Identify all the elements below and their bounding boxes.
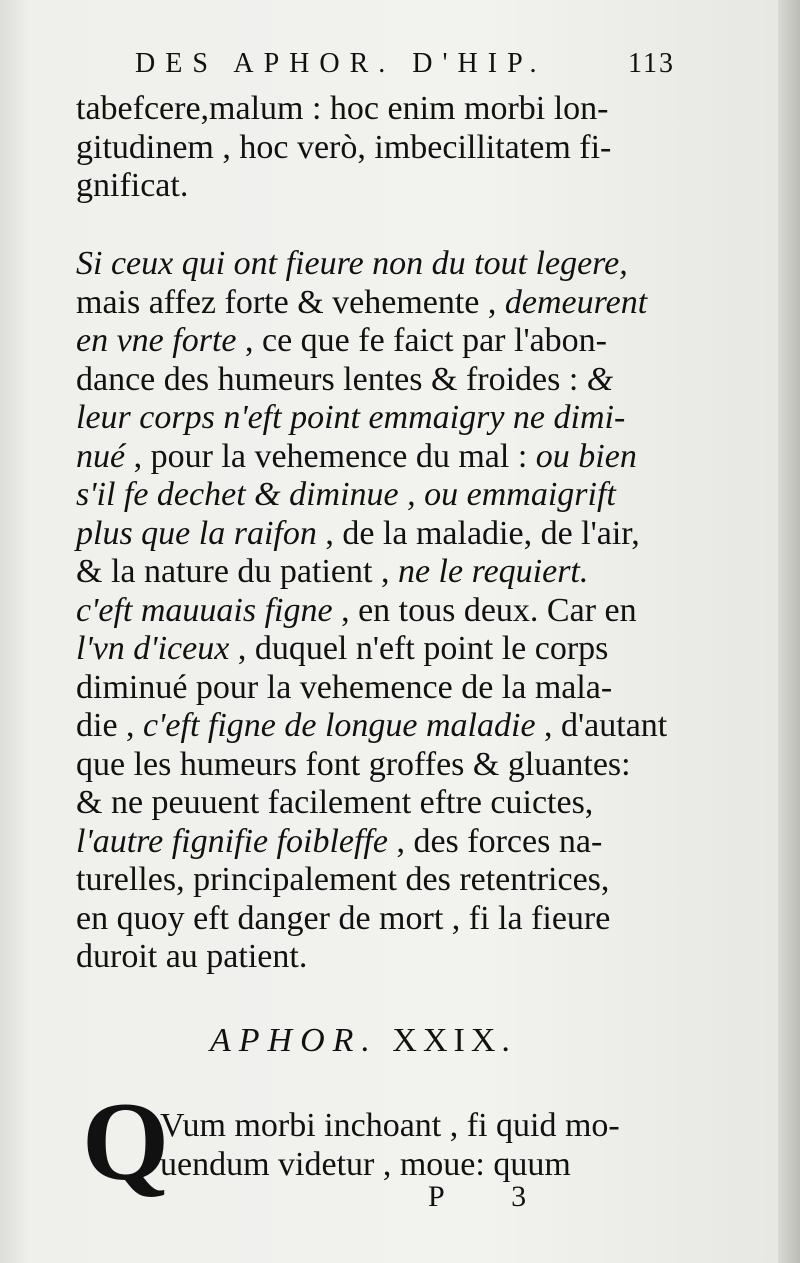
text-line: gnificat. xyxy=(76,167,189,204)
text-line xyxy=(76,361,666,400)
italic-run: ou bien xyxy=(535,437,637,475)
text-line xyxy=(76,399,666,438)
italic-run: leur corps n'eft point emmaigry ne dimi- xyxy=(76,399,626,436)
text-line xyxy=(76,476,666,515)
text-line xyxy=(76,707,666,746)
italic-run: nué xyxy=(76,437,126,475)
text-line xyxy=(76,784,666,823)
roman-run: , duquel n'eft point le corps xyxy=(229,630,609,667)
roman-run: duroit au patient. xyxy=(76,938,308,975)
text-line xyxy=(76,245,666,284)
text-line xyxy=(76,746,666,785)
italic-run: & xyxy=(586,360,614,398)
text-line: uendum videtur , moue: quum xyxy=(160,1145,571,1183)
text-line xyxy=(76,630,666,669)
italic-run: c'eft mauuais figne xyxy=(76,591,333,629)
signature-mark: P 3 xyxy=(428,1180,557,1213)
text-line xyxy=(76,861,666,900)
roman-run: , en tous deux. Car en xyxy=(332,591,637,629)
italic-run: l'vn d'iceux xyxy=(76,630,230,667)
text-line xyxy=(76,284,666,323)
roman-run: que les humeurs font groffes & gluantes: xyxy=(76,745,631,783)
italic-run: Si ceux qui ont fieure non du tout legere, xyxy=(76,245,628,282)
italic-run: ne le requiert. xyxy=(397,553,589,590)
text-line xyxy=(76,553,666,592)
aphorism-numeral: XXIX. xyxy=(392,1022,516,1059)
text-line xyxy=(76,515,666,554)
aphorism-label: APHOR. xyxy=(210,1022,378,1059)
roman-run: dance des humeurs lentes & froides : xyxy=(76,360,587,398)
italic-run: demeurent xyxy=(504,283,648,321)
text-line: gitudinem , hoc verò, imbecillitatem fi- xyxy=(76,128,612,166)
page-gutter xyxy=(778,0,800,1263)
roman-run: mais affez forte & vehemente , xyxy=(76,283,505,321)
running-title: DES APHOR. D'HIP. xyxy=(135,48,547,79)
roman-run: en quoy eft danger de mort , fi la fieure xyxy=(76,899,611,937)
roman-run: , d'autant xyxy=(535,707,668,744)
text-line xyxy=(76,823,666,862)
text-line xyxy=(76,900,666,939)
italic-run: c'eft figne de longue maladie xyxy=(143,707,536,744)
page-number: 113 xyxy=(628,48,675,79)
roman-run: , de la maladie, de l'air, xyxy=(316,514,640,552)
italic-run: en vne forte xyxy=(76,322,237,359)
roman-run: & la nature du patient , xyxy=(76,553,398,590)
drop-cap: Q xyxy=(82,1080,170,1204)
next-aphorism-text xyxy=(160,1105,680,1182)
roman-run: , pour la vehemence du mal : xyxy=(125,437,536,475)
french-commentary xyxy=(76,245,666,977)
text-line xyxy=(76,938,666,977)
latin-continuation xyxy=(76,90,666,206)
roman-run: diminué pour la vehemence de la mala- xyxy=(76,668,613,706)
aphorism-heading xyxy=(210,1022,516,1060)
text-line xyxy=(76,592,666,631)
roman-run: die , xyxy=(76,707,144,744)
running-header xyxy=(135,48,675,80)
roman-run: & ne peuuent facilement eftre cuictes, xyxy=(76,784,594,821)
text-line xyxy=(76,438,666,477)
roman-run: , des forces na- xyxy=(387,822,603,860)
italic-run: l'autre fignifie foibleffe xyxy=(76,822,388,860)
text-line: Vum morbi inchoant , fi quid mo- xyxy=(160,1107,620,1144)
roman-run: turelles, principalement des retentrices, xyxy=(76,861,610,898)
italic-run: plus que la raifon xyxy=(76,514,317,552)
italic-run: s'il fe dechet & diminue , ou emmaigrift xyxy=(76,476,616,513)
text-line: tabefcere,malum : hoc enim morbi lon- xyxy=(76,90,609,127)
roman-run: , ce que fe faict par l'abon- xyxy=(236,322,607,359)
text-line xyxy=(76,322,666,361)
text-line xyxy=(76,669,666,708)
